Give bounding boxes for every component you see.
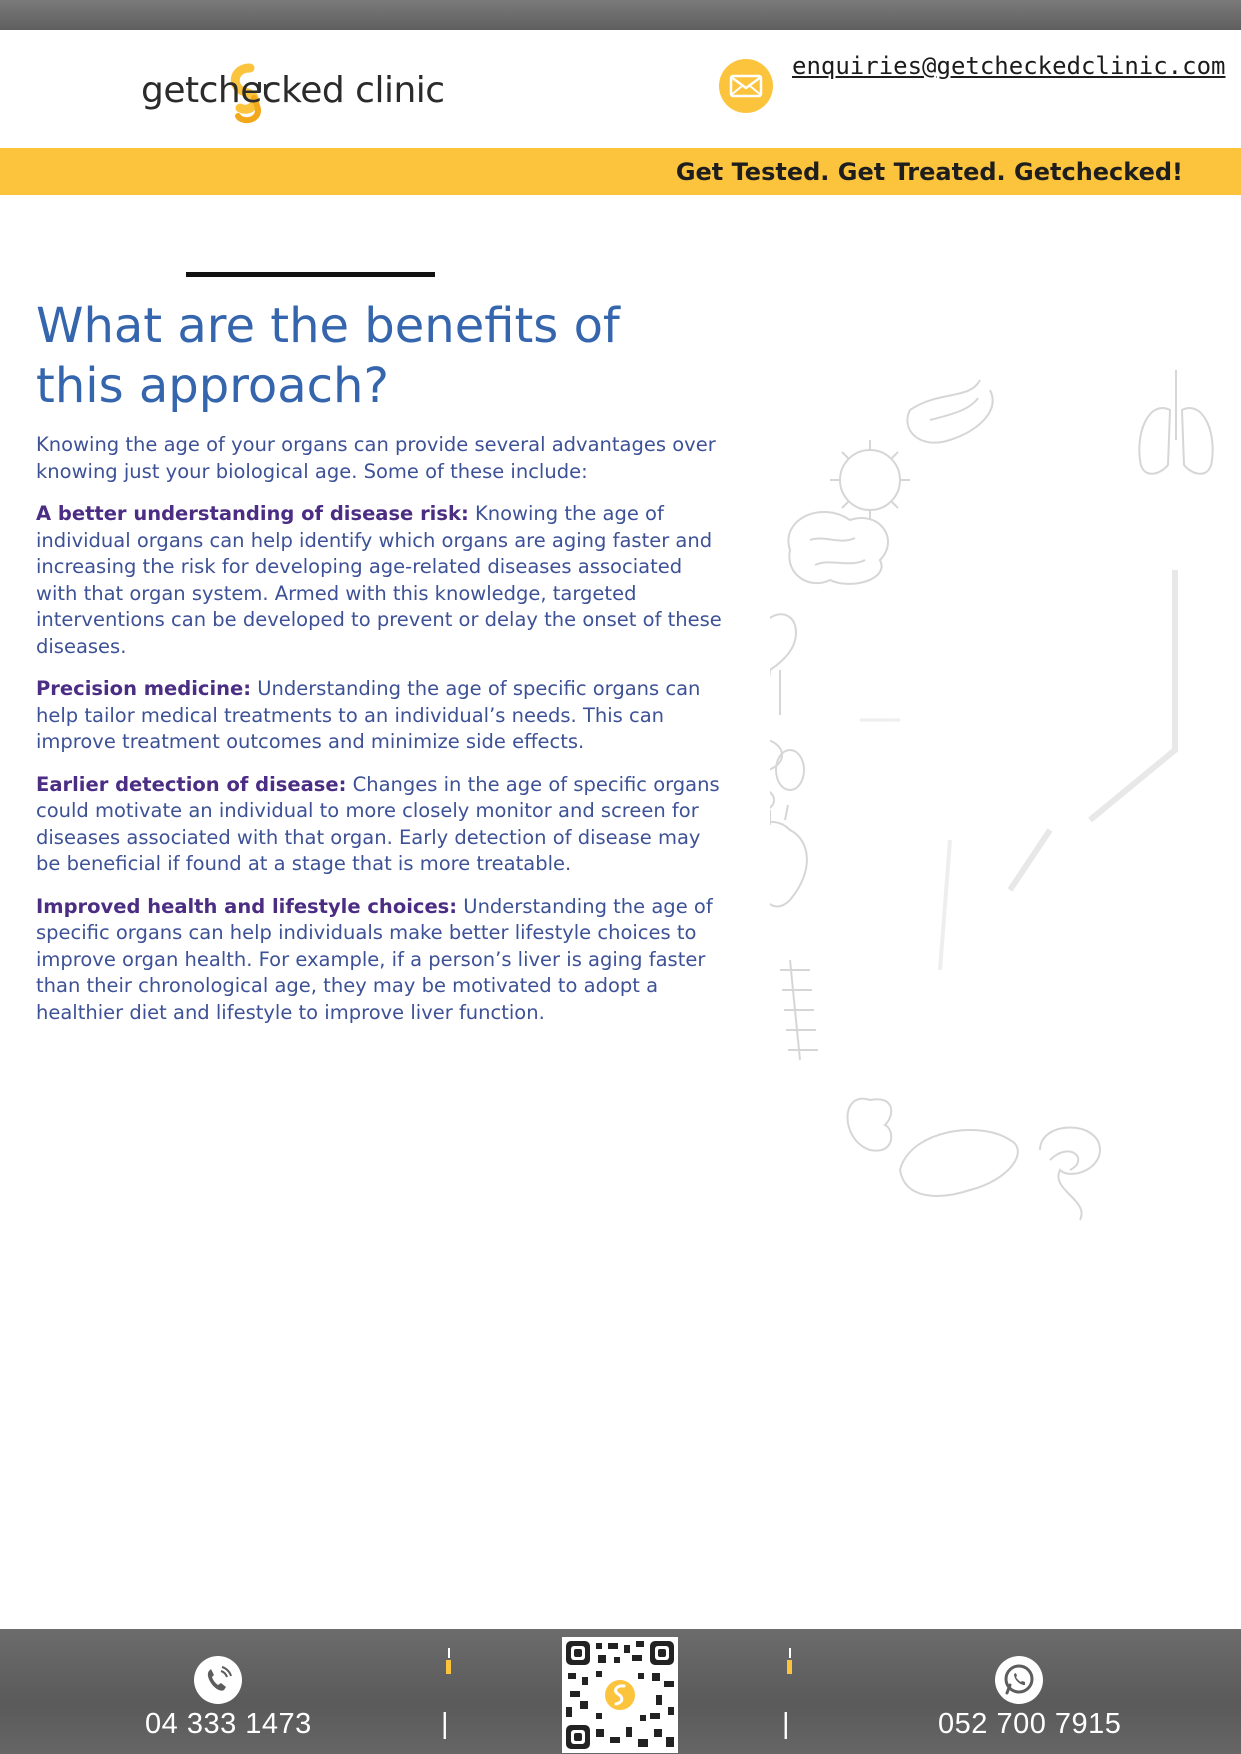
- blood-cells-icon: [770, 739, 804, 814]
- article-body: [36, 432, 726, 1042]
- brand-name: getchecked clinic: [141, 70, 445, 111]
- benefit-title: Earlier detection of disease:: [36, 772, 347, 796]
- page-title: What are the benefits of this approach?: [36, 298, 620, 414]
- lungs-icon: [1139, 370, 1212, 474]
- benefit-paragraph: [36, 894, 726, 1027]
- separator-glyph: |: [441, 1708, 450, 1740]
- stomach-icon: [907, 380, 992, 443]
- benefit-paragraph: [36, 501, 726, 660]
- whatsapp-icon[interactable]: [994, 1655, 1044, 1705]
- tagline: Get Tested. Get Treated. Getchecked!: [675, 158, 1183, 186]
- top-texture-strip: [0, 0, 1241, 30]
- separator: [448, 1648, 450, 1658]
- knee-joint-icon: [770, 614, 796, 715]
- benefit-title: A better understanding of disease risk:: [36, 502, 469, 525]
- benefit-text: Understanding the age of specific organs can help individuals make better lifestyle choices to improve organ health. For example, if a person’s liver is aging faster than their chronological age, they may be motivated to adopt a healthier diet and lifestyle to improve liver function.: [36, 894, 713, 1024]
- email-icon[interactable]: [718, 58, 774, 114]
- heart-icon: [770, 805, 807, 906]
- phone-number[interactable]: 04 333 1473: [145, 1708, 312, 1740]
- heading-rule: [186, 272, 435, 277]
- whatsapp-number[interactable]: 052 700 7915: [938, 1708, 1122, 1740]
- arrow-decoration-icon: [860, 570, 1175, 970]
- separator-accent: [787, 1660, 792, 1674]
- benefit-text: Understanding the age of specific organs can help tailor medical treatments to an individual’s needs. This can improve treatment outcomes and minimize side effects.: [36, 677, 701, 753]
- liver-icon: [900, 1130, 1018, 1196]
- benefit-text: Knowing the age of individual organs can help identify which organs are aging faster and increasing the risk for developing age-related diseases associated with that organ system. Armed with this knowledge, targeted interventions can be developed to prevent or delay the onset of these diseases.: [36, 502, 722, 658]
- phone-icon[interactable]: [193, 1655, 243, 1705]
- email-link[interactable]: enquiries@getcheckedclinic.com: [792, 52, 1226, 80]
- brain-icon: [788, 512, 888, 584]
- separator-accent: [446, 1660, 451, 1674]
- kidney-icon: [848, 1099, 892, 1151]
- qr-code-icon[interactable]: [562, 1637, 678, 1753]
- organ-illustrations: [770, 370, 1240, 1240]
- separator: [789, 1648, 791, 1658]
- intestine-icon: [1040, 1128, 1100, 1221]
- benefit-paragraph: [36, 676, 726, 756]
- spine-icon: [780, 960, 818, 1060]
- virus-icon: [830, 440, 910, 520]
- benefit-title: Precision medicine:: [36, 677, 252, 700]
- separator-glyph: |: [782, 1708, 791, 1740]
- tagline-bar: [0, 148, 1241, 195]
- intro-paragraph: Knowing the age of your organs can provide several advantages over knowing just your biological age. Some of these include:: [36, 433, 716, 483]
- benefit-title: Improved health and lifestyle choices:: [36, 894, 458, 918]
- benefit-paragraph: [36, 772, 726, 878]
- benefit-text: Changes in the age of specific organs could motivate an individual to more closely monitor and screen for diseases associated with that organ. Early detection of disease may be beneficial if found at a stage that is more treatable.: [36, 772, 720, 875]
